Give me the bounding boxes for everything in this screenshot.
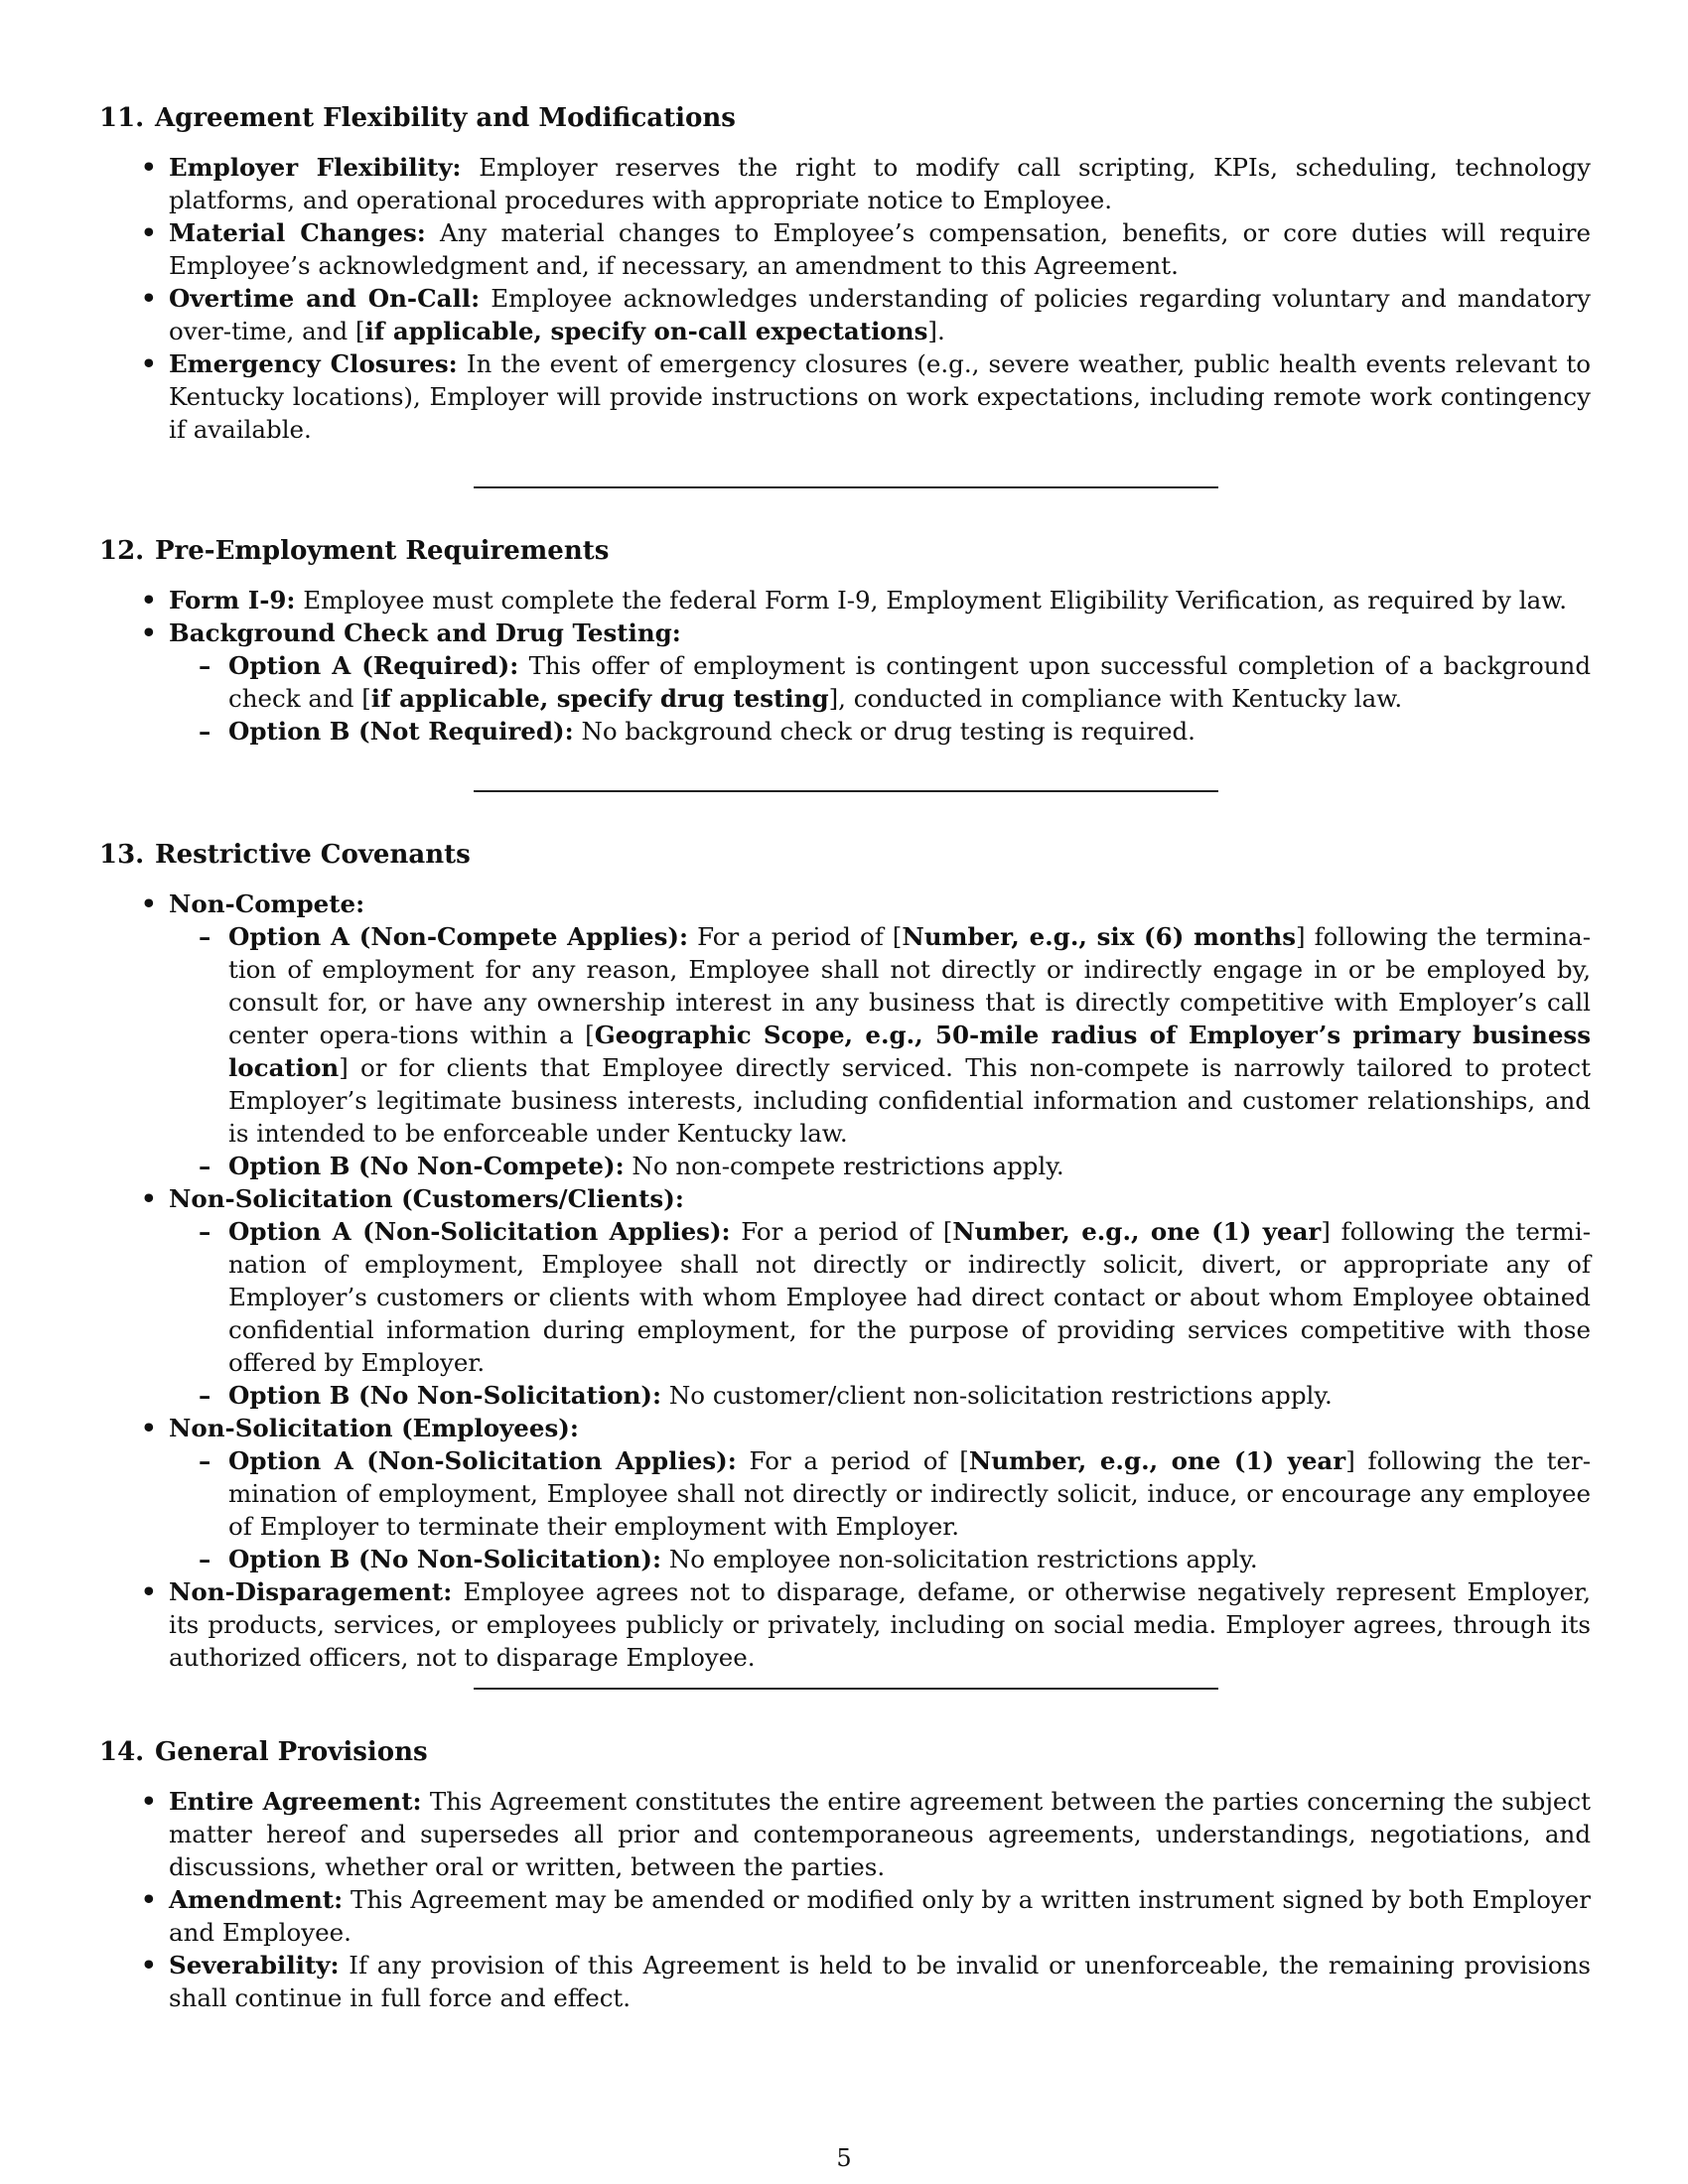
section-heading: 14. General Provisions [99, 1737, 428, 1767]
section-list [99, 1785, 1591, 2014]
sub-list [169, 1215, 1591, 1412]
section-list [99, 887, 1591, 1674]
list-item: • Background Check and Drug Testing: – Option A (Required): This offer of employment is contingent upon successful completion of a background check and [if applicable, specify drug testing], conducted in compliance with Kentucky law. – Option B (Not Required): No background check or drug testing is required. [169, 616, 1591, 748]
sub-list [169, 649, 1591, 748]
section-11 [99, 101, 1591, 446]
list-item: • Entire Agreement: This Agreement constitutes the entire agreement between the parties concerning the subject matter hereof and supersedes all prior and contemporaneous agreements, understandings, negotiations, and discussions, whether oral or written, between the parties. [169, 1785, 1591, 1883]
sub-list-item: – Option A (Non-Solicitation Applies): For a period of [Number, e.g., one (1) year] following the ter-mination of employment, Employee shall not directly or indirectly solicit, induce, or encourage any employee of Employer to terminate their employment with Employer. [228, 1444, 1591, 1543]
section-list [99, 151, 1591, 446]
sub-list-item: – Option B (Not Required): No background check or drug testing is required. [228, 715, 1591, 748]
section-14 [99, 1735, 1591, 2014]
sub-list-item: – Option B (No Non-Solicitation): No customer/client non-solicitation restrictions apply. [228, 1379, 1591, 1412]
list-item: • Form I-9: Employee must complete the federal Form I-9, Employment Eligibility Verification, as required by law. [169, 584, 1591, 616]
list-item: • Non-Disparagement: Employee agrees not to disparage, defame, or otherwise negatively represent Employer, its products, services, or employees publicly or privately, including on social media. Employer agrees, through its authorized officers, not to disparage Employee. [169, 1575, 1591, 1674]
sub-list-item: – Option A (Non-Compete Applies): For a period of [Number, e.g., six (6) months] following the termina-tion of employment for any reason, Employee shall not directly or indirectly engage in or be employed by, consult for, or have any ownership interest in any business that is directly competitive with Employer’s call center opera-tions within a [Geographic Scope, e.g., 50-mile radius of Employer’s primary business location] or for clients that Employee directly serviced. This non-compete is narrowly tailored to protect Employer’s legitimate business interests, including confidential information and customer relationships, and is intended to be enforceable under Kentucky law. [228, 920, 1591, 1150]
list-item: • Non-Compete: – Option A (Non-Compete Applies): For a period of [Number, e.g., six (6) months] following the termina-tion of employment for any reason, Employee shall not directly or indirectly engage in or be employed by, consult for, or have any ownership interest in any business that is directly competitive with Employer’s call center opera-tions within a [Geographic Scope, e.g., 50-mile radius of Employer’s primary business location] or for clients that Employee directly serviced. This non-compete is narrowly tailored to protect Employer’s legitimate business interests, including confidential information and customer relationships, and is intended to be enforceable under Kentucky law. – Option B (No Non-Compete): No non-compete restrictions apply. [169, 887, 1591, 1182]
section-12 [99, 534, 1591, 748]
section-divider [474, 790, 1218, 792]
section-heading: 11. Agreement Flexibility and Modifications [99, 103, 736, 133]
sub-list-item: – Option B (No Non-Solicitation): No employee non-solicitation restrictions apply. [228, 1543, 1591, 1575]
section-list [99, 584, 1591, 748]
list-item: • Non-Solicitation (Customers/Clients): – Option A (Non-Solicitation Applies): For a period of [Number, e.g., one (1) year] following the termi-nation of employment, Employee shall not directly or indirectly solicit, divert, or appropriate any of Employer’s customers or clients with whom Employee had direct contact or about whom Employee obtained confidential information during employment, for the purpose of providing services competitive with those offered by Employer. – Option B (No Non-Solicitation): No customer/client non-solicitation restrictions apply. [169, 1182, 1591, 1412]
sub-list [169, 920, 1591, 1182]
list-item: • Severability: If any provision of this Agreement is held to be invalid or unenforceable, the remaining provisions shall continue in full force and effect. [169, 1949, 1591, 2014]
list-item: • Non-Solicitation (Employees): – Option A (Non-Solicitation Applies): For a period of [Number, e.g., one (1) year] following the ter-mination of employment, Employee shall not directly or indirectly solicit, induce, or encourage any employee of Employer to terminate their employment with Employer. – Option B (No Non-Solicitation): No employee non-solicitation restrictions apply. [169, 1412, 1591, 1575]
section-heading: 12. Pre-Employment Requirements [99, 536, 610, 566]
list-item: • Emergency Closures: In the event of emergency closures (e.g., severe weather, public health events relevant to Kentucky locations), Employer will provide instructions on work expectations, including remote work contingency if available. [169, 347, 1591, 446]
list-item: • Employer Flexibility: Employer reserves the right to modify call scripting, KPIs, scheduling, technology platforms, and operational procedures with appropriate notice to Employee. [169, 151, 1591, 216]
section-divider [474, 1688, 1218, 1690]
sub-list-item: – Option A (Required): This offer of employment is contingent upon successful completion of a background check and [if applicable, specify drug testing], conducted in compliance with Kentucky law. [228, 649, 1591, 715]
sub-list-item: – Option A (Non-Solicitation Applies): For a period of [Number, e.g., one (1) year] following the termi-nation of employment, Employee shall not directly or indirectly solicit, divert, or appropriate any of Employer’s customers or clients with whom Employee had direct contact or about whom Employee obtained confidential information during employment, for the purpose of providing services competitive with those offered by Employer. [228, 1215, 1591, 1379]
list-item: • Material Changes: Any material changes to Employee’s compensation, benefits, or core duties will require Employee’s acknowledgment and, if necessary, an amendment to this Agreement. [169, 216, 1591, 282]
list-item: • Amendment: This Agreement may be amended or modified only by a written instrument signed by both Employer and Employee. [169, 1883, 1591, 1949]
section-13 [99, 838, 1591, 1674]
page-number: 5 [836, 2144, 852, 2172]
sub-list-item: – Option B (No Non-Compete): No non-compete restrictions apply. [228, 1150, 1591, 1182]
section-divider [474, 486, 1218, 488]
sub-list [169, 1444, 1591, 1575]
section-heading: 13. Restrictive Covenants [99, 840, 471, 870]
list-item: • Overtime and On-Call: Employee acknowledges understanding of policies regarding voluntary and mandatory over-time, and [if applicable, specify on-call expectations]. [169, 282, 1591, 347]
